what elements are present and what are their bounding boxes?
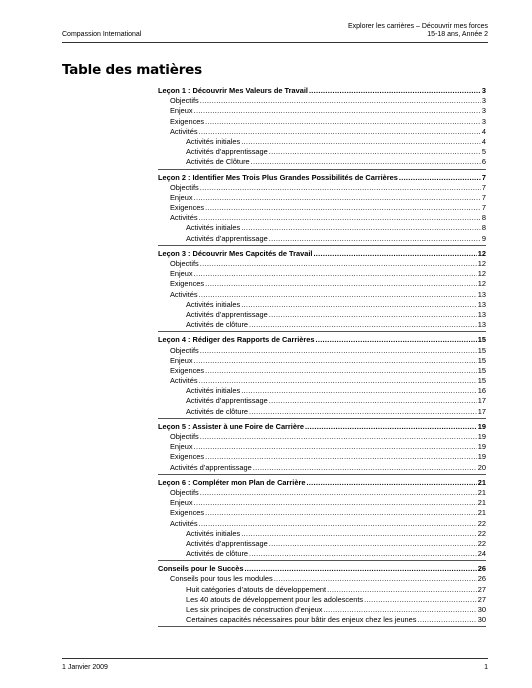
toc-entry-page-number: 7 <box>481 203 486 213</box>
toc-section <box>158 249 486 333</box>
toc-entry[interactable] <box>158 529 486 539</box>
header-rule <box>62 42 488 43</box>
dot-leader <box>200 259 477 269</box>
toc-entry-label: Activités d’apprentissage <box>186 233 268 243</box>
footer-date: 1 Janvier 2009 <box>62 664 108 671</box>
dot-leader <box>199 290 477 300</box>
toc-entry-page-number: 7 <box>481 192 486 202</box>
toc-entry-page-number: 19 <box>477 421 486 431</box>
toc-entry-page-number: 8 <box>481 213 486 223</box>
dot-leader <box>241 386 477 396</box>
toc-entry[interactable] <box>158 615 486 625</box>
toc-entry-label: Objectifs <box>170 432 199 441</box>
toc-entry-label: Activités <box>170 289 198 299</box>
toc-entry-page-number: 21 <box>477 508 486 518</box>
dot-leader <box>244 564 476 574</box>
dot-leader <box>205 366 477 376</box>
toc-entry-label: Exigences <box>170 279 205 289</box>
toc-entry-page-number: 15 <box>477 335 486 345</box>
toc-entry-page-number: 20 <box>477 462 486 472</box>
toc-entry[interactable] <box>158 320 486 330</box>
dot-leader <box>194 498 477 508</box>
header-document-title: Explorer les carrières – Découvrir mes forces <box>347 23 488 30</box>
toc-entry-page-number: 12 <box>477 259 486 268</box>
dot-leader <box>251 157 481 167</box>
toc-entry[interactable] <box>158 346 486 356</box>
toc-entry-page-number: 13 <box>477 309 486 319</box>
toc-entry-label: Leçon 4 : Rédiger des Rapports de Carrières <box>158 335 315 345</box>
toc-entry-label: Enjeux <box>170 498 193 508</box>
dot-leader <box>269 234 481 244</box>
toc-entry-label: Activités de Clôture <box>186 157 250 167</box>
toc-entry-page-number: 21 <box>477 477 486 487</box>
toc-entry-page-number: 5 <box>481 147 486 157</box>
toc-entry-page-number: 15 <box>477 365 486 375</box>
toc-entry[interactable] <box>158 366 486 376</box>
toc-entry-page-number: 19 <box>477 452 486 462</box>
toc-entry-label: Objectifs <box>170 345 199 355</box>
toc-entry-label: Activités initiales <box>186 299 241 309</box>
toc-entry-label: Les 40 atouts de développement pour les adolescents <box>186 594 364 604</box>
dot-leader <box>194 193 481 203</box>
toc-entry[interactable] <box>158 279 486 289</box>
toc-entry-label: Enjeux <box>170 192 193 202</box>
toc-entry-label: Leçon 3 : Découvrir Mes Capcités de Travail <box>158 248 313 258</box>
toc-entry[interactable] <box>158 539 486 549</box>
toc-entry-page-number: 17 <box>477 406 486 416</box>
toc-section-heading[interactable] <box>158 422 486 432</box>
toc-entry-label: Activités de clôture <box>186 320 249 330</box>
toc-section-heading[interactable] <box>158 564 486 574</box>
toc-section-heading[interactable] <box>158 335 486 345</box>
toc-entry-page-number: 19 <box>477 432 486 441</box>
toc-entry[interactable] <box>158 488 486 498</box>
dot-leader <box>364 595 477 605</box>
toc-entry-label: Les six principes de construction d’enjeux <box>186 605 323 614</box>
toc-entry[interactable] <box>158 508 486 518</box>
toc-section <box>158 335 486 419</box>
table-of-contents <box>158 86 486 630</box>
toc-entry-label: Exigences <box>170 203 205 213</box>
toc-entry-page-number: 22 <box>477 518 486 528</box>
toc-entry-page-number: 3 <box>481 96 486 106</box>
dot-leader <box>200 183 481 193</box>
dot-leader <box>305 422 477 432</box>
footer-page-number: 1 <box>484 664 488 671</box>
toc-entry[interactable] <box>158 290 486 300</box>
dot-leader <box>313 249 476 259</box>
dot-leader <box>205 452 477 462</box>
toc-entry-page-number: 22 <box>477 538 486 548</box>
dot-leader <box>269 539 477 549</box>
toc-section <box>158 478 486 562</box>
toc-entry-page-number: 17 <box>477 396 486 406</box>
toc-entry[interactable] <box>158 117 486 127</box>
toc-entry-label: Activités d’apprentissage <box>186 396 268 406</box>
toc-section <box>158 173 486 246</box>
toc-entry-page-number: 4 <box>481 136 486 146</box>
toc-entry-label: Activités d’apprentissage <box>170 462 252 472</box>
toc-entry[interactable] <box>158 259 486 269</box>
toc-entry[interactable] <box>158 300 486 310</box>
toc-entry-label: Exigences <box>170 508 205 518</box>
toc-entry-label: Activités initiales <box>186 136 241 146</box>
dot-leader <box>269 396 477 406</box>
toc-entry-page-number: 15 <box>477 345 486 355</box>
toc-entry-page-number: 7 <box>481 182 486 192</box>
toc-entry-label: Objectifs <box>170 259 199 268</box>
toc-entry[interactable] <box>158 519 486 529</box>
toc-entry-label: Activités d’apprentissage <box>186 147 268 157</box>
toc-section-heading[interactable] <box>158 173 486 183</box>
toc-entry[interactable] <box>158 147 486 157</box>
dot-leader <box>205 203 481 213</box>
toc-entry[interactable] <box>158 386 486 396</box>
toc-entry[interactable] <box>158 463 486 473</box>
dot-leader <box>417 615 476 625</box>
toc-entry-label: Leçon 6 : Compléter mon Plan de Carrière <box>158 477 306 487</box>
toc-entry-page-number: 27 <box>477 584 486 594</box>
toc-entry[interactable] <box>158 396 486 406</box>
toc-entry[interactable] <box>158 127 486 137</box>
toc-entry-page-number: 30 <box>477 605 486 614</box>
toc-entry-page-number: 12 <box>477 269 486 279</box>
toc-entry[interactable] <box>158 223 486 233</box>
header-audience: 15-18 ans, Année 2 <box>427 31 488 38</box>
toc-entry[interactable] <box>158 595 486 605</box>
dot-leader <box>269 310 477 320</box>
toc-entry-page-number: 13 <box>477 289 486 299</box>
toc-entry-page-number: 27 <box>477 594 486 604</box>
toc-entry[interactable] <box>158 183 486 193</box>
toc-entry-page-number: 3 <box>481 86 486 95</box>
toc-entry-page-number: 15 <box>477 355 486 365</box>
dot-leader <box>306 478 476 488</box>
toc-entry-label: Huit catégories d’atouts de développement <box>186 584 327 594</box>
toc-entry-page-number: 26 <box>477 564 486 574</box>
header-organization: Compassion International <box>62 31 142 38</box>
toc-section <box>158 564 486 627</box>
dot-leader <box>274 574 477 584</box>
toc-entry-label: Exigences <box>170 452 205 462</box>
toc-entry-label: Activités initiales <box>186 528 241 538</box>
dot-leader <box>194 269 477 279</box>
toc-entry-label: Leçon 5 : Assister à une Foire de Carrière <box>158 421 304 431</box>
dot-leader <box>249 320 477 330</box>
toc-entry[interactable] <box>158 549 486 559</box>
toc-entry[interactable] <box>158 585 486 595</box>
toc-entry-page-number: 6 <box>481 157 486 167</box>
dot-leader <box>205 279 477 289</box>
toc-entry-label: Activités de clôture <box>186 549 249 559</box>
toc-entry-page-number: 13 <box>477 299 486 309</box>
toc-entry-page-number: 7 <box>481 172 486 182</box>
toc-entry-label: Activités initiales <box>186 223 241 233</box>
dot-leader <box>309 86 481 96</box>
toc-entry-label: Leçon 1 : Découvrir Mes Valeurs de Travail <box>158 86 308 95</box>
dot-leader <box>205 508 477 518</box>
toc-entry[interactable] <box>158 137 486 147</box>
toc-entry-page-number: 4 <box>481 126 486 136</box>
toc-entry-label: Activités d’apprentissage <box>186 309 268 319</box>
toc-entry[interactable] <box>158 356 486 366</box>
toc-entry-label: Activités <box>170 518 198 528</box>
toc-entry-page-number: 15 <box>477 376 486 386</box>
dot-leader <box>205 117 481 127</box>
toc-entry-label: Enjeux <box>170 355 193 365</box>
dot-leader <box>199 127 481 137</box>
toc-entry-label: Activités <box>170 376 198 386</box>
dot-leader <box>253 463 477 473</box>
dot-leader <box>241 529 477 539</box>
toc-entry-label: Activités initiales <box>186 386 241 396</box>
toc-entry-label: Enjeux <box>170 106 193 116</box>
toc-entry-page-number: 21 <box>477 498 486 508</box>
toc-entry[interactable] <box>158 376 486 386</box>
toc-entry[interactable] <box>158 310 486 320</box>
dot-leader <box>199 519 477 529</box>
toc-entry[interactable] <box>158 203 486 213</box>
toc-entry-page-number: 22 <box>477 528 486 538</box>
toc-entry-page-number: 3 <box>481 116 486 126</box>
toc-entry-page-number: 21 <box>477 487 486 497</box>
header-document-info <box>348 23 488 39</box>
toc-entry-label: Certaines capacités nécessaires pour bâtir des enjeux chez les jeunes <box>186 615 417 625</box>
toc-entry-page-number: 13 <box>477 320 486 330</box>
toc-entry-label: Activités <box>170 126 198 136</box>
dot-leader <box>241 300 477 310</box>
toc-entry[interactable] <box>158 574 486 584</box>
toc-entry-label: Activités <box>170 213 198 223</box>
dot-leader <box>316 335 477 345</box>
toc-entry-page-number: 16 <box>477 386 486 396</box>
toc-entry-page-number: 26 <box>477 574 486 584</box>
toc-entry-page-number: 9 <box>481 233 486 243</box>
toc-entry[interactable] <box>158 213 486 223</box>
toc-entry[interactable] <box>158 269 486 279</box>
toc-entry[interactable] <box>158 498 486 508</box>
toc-entry-label: Enjeux <box>170 269 193 279</box>
toc-entry[interactable] <box>158 407 486 417</box>
toc-section-heading[interactable] <box>158 249 486 259</box>
dot-leader <box>200 432 477 442</box>
toc-entry[interactable] <box>158 106 486 116</box>
dot-leader <box>199 213 481 223</box>
toc-section <box>158 86 486 170</box>
toc-entry-label: Exigences <box>170 116 205 126</box>
dot-leader <box>399 173 481 183</box>
toc-entry[interactable] <box>158 157 486 167</box>
toc-entry-label: Leçon 2 : Identifier Mes Trois Plus Grandes Possibilités de Carrières <box>158 172 398 182</box>
toc-entry-label: Conseils pour tous les modules <box>170 574 273 584</box>
toc-entry-page-number: 12 <box>477 279 486 289</box>
dot-leader <box>194 106 481 116</box>
toc-section <box>158 422 486 475</box>
toc-section-heading[interactable] <box>158 86 486 96</box>
toc-entry[interactable] <box>158 432 486 442</box>
toc-entry-label: Objectifs <box>170 182 199 192</box>
dot-leader <box>249 407 477 417</box>
dot-leader <box>241 223 481 233</box>
dot-leader <box>269 147 481 157</box>
toc-entry-label: Objectifs <box>170 96 199 106</box>
footer-rule <box>62 658 488 659</box>
dot-leader <box>200 346 477 356</box>
toc-entry[interactable] <box>158 605 486 615</box>
toc-entry-label: Exigences <box>170 365 205 375</box>
dot-leader <box>327 585 477 595</box>
dot-leader <box>199 376 477 386</box>
toc-entry[interactable] <box>158 452 486 462</box>
toc-entry-label: Objectifs <box>170 487 199 497</box>
toc-section-heading[interactable] <box>158 478 486 488</box>
toc-entry-label: Activités d’apprentissage <box>186 538 268 548</box>
dot-leader <box>194 356 477 366</box>
toc-entry-page-number: 19 <box>477 442 486 452</box>
dot-leader <box>241 137 481 147</box>
toc-entry-page-number: 8 <box>481 223 486 233</box>
toc-entry-page-number: 30 <box>477 615 486 625</box>
toc-entry-label: Activités de clôture <box>186 406 249 416</box>
dot-leader <box>200 96 481 106</box>
toc-entry[interactable] <box>158 96 486 106</box>
toc-entry[interactable] <box>158 234 486 244</box>
toc-title: Table des matières <box>62 62 202 78</box>
toc-entry-page-number: 24 <box>477 549 486 559</box>
toc-entry-page-number: 12 <box>477 248 486 258</box>
toc-entry-label: Enjeux <box>170 442 193 452</box>
dot-leader <box>194 442 477 452</box>
toc-entry[interactable] <box>158 193 486 203</box>
dot-leader <box>200 488 477 498</box>
toc-entry-label: Conseils pour le Succès <box>158 564 244 574</box>
toc-entry[interactable] <box>158 442 486 452</box>
toc-entry-page-number: 3 <box>481 106 486 116</box>
dot-leader <box>323 605 476 615</box>
dot-leader <box>249 549 477 559</box>
